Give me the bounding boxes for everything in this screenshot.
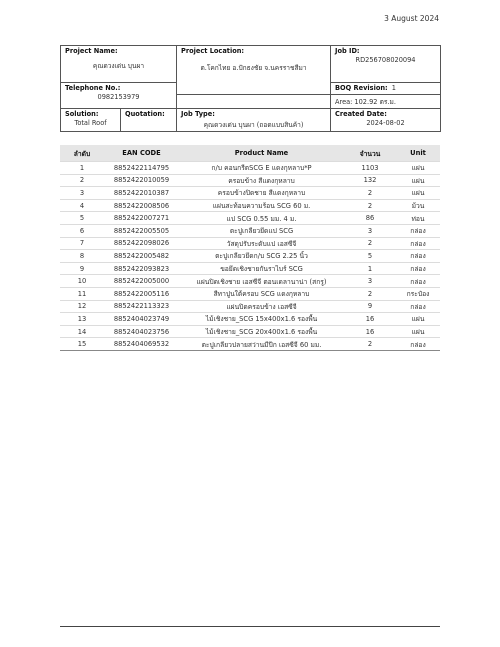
cell-unit: กล่อง (396, 250, 440, 263)
cell-ean: 8852422008506 (104, 199, 179, 212)
cell-unit: ท่อน (396, 212, 440, 225)
cell-ean: 8852422114795 (104, 162, 179, 175)
col-header-product: Product Name (179, 145, 344, 162)
cell-product: สีทาปูนใต้ครอบ SCG แดงกุหลาบ (179, 287, 344, 300)
cell-unit: แผ่น (396, 174, 440, 187)
cell-product: ครอบข้างปิดชาย สีแดงกุหลาบ (179, 187, 344, 200)
cell-product: ไม้เชิงชาย_SCG 20x400x1.6 รองพื้น (179, 325, 344, 338)
table-row (60, 199, 440, 212)
project-name-label: Project Name: (65, 47, 118, 55)
cell-qty: 2 (344, 338, 396, 351)
area-label: Area: (335, 98, 353, 106)
table-row (60, 300, 440, 313)
table-row (60, 162, 440, 175)
created-date-label: Created Date: (335, 110, 387, 118)
telephone-value: 0982153979 (97, 93, 140, 101)
area-cell (331, 95, 441, 109)
table-row (60, 224, 440, 237)
solution-cell (61, 109, 121, 132)
cell-product: วัสดุปรับระดับแป เอสซีจี (179, 237, 344, 250)
cell-ean: 8852422005505 (104, 224, 179, 237)
table-row (60, 212, 440, 225)
cell-ean: 8852404023756 (104, 325, 179, 338)
cell-unit: กล่อง (396, 275, 440, 288)
cell-unit: กล่อง (396, 262, 440, 275)
cell-product: ไม้เชิงชาย_SCG 15x400x1.6 รองพื้น (179, 313, 344, 326)
table-row (60, 338, 440, 351)
cell-qty: 1 (344, 262, 396, 275)
quotation-cell (121, 109, 177, 132)
project-location-cell (177, 46, 331, 95)
telephone-label: Telephone No.: (65, 84, 121, 92)
cell-qty: 5 (344, 250, 396, 263)
cell-unit: กล่อง (396, 338, 440, 351)
table-row (60, 174, 440, 187)
cell-qty: 2 (344, 199, 396, 212)
cell-seq: 5 (60, 212, 104, 225)
created-date-value: 2024-08-02 (366, 119, 405, 127)
footer-divider (60, 626, 440, 627)
boq-revision-label: BOQ Revision: (335, 84, 388, 92)
job-type-label: Job Type: (181, 110, 215, 118)
job-id-value: RD256708020094 (355, 56, 416, 64)
cell-ean: 8852422007271 (104, 212, 179, 225)
boq-items-table (60, 145, 440, 351)
cell-qty: 1103 (344, 162, 396, 175)
cell-product: แผ่นปิดครอบข้าง เอสซีจี (179, 300, 344, 313)
cell-qty: 3 (344, 224, 396, 237)
cell-qty: 9 (344, 300, 396, 313)
table-row (60, 250, 440, 263)
cell-product: ครอบข้าง สีแดงกุหลาบ (179, 174, 344, 187)
project-name-cell (61, 46, 177, 83)
table-header-row (60, 145, 440, 162)
job-id-cell (331, 46, 441, 83)
job-id-label: Job ID: (335, 47, 360, 55)
boq-revision-value: 1 (391, 84, 396, 92)
cell-product: ก/บ คอนกรีตSCG E แดงกุหลาบ*P (179, 162, 344, 175)
cell-product: แผ่นสะท้อนความร้อน SCG 60 ม. (179, 199, 344, 212)
job-type-cell (177, 109, 331, 132)
solution-label: Solution: (65, 110, 99, 118)
cell-ean: 8852422005000 (104, 275, 179, 288)
created-date-cell (331, 109, 441, 132)
cell-unit: แผ่น (396, 313, 440, 326)
cell-seq: 12 (60, 300, 104, 313)
cell-ean: 8852422093823 (104, 262, 179, 275)
cell-qty: 2 (344, 237, 396, 250)
cell-seq: 7 (60, 237, 104, 250)
cell-product: แป SCG 0.55 มม. 4 ม. (179, 212, 344, 225)
table-row (60, 325, 440, 338)
boq-revision-cell (331, 83, 441, 95)
cell-seq: 2 (60, 174, 104, 187)
col-header-unit: Unit (396, 145, 440, 162)
cell-seq: 15 (60, 338, 104, 351)
cell-seq: 10 (60, 275, 104, 288)
cell-product: ตะปูเกลียวปลายสว่านมีปีก เอสซีจี 60 มม. (179, 338, 344, 351)
cell-seq: 8 (60, 250, 104, 263)
print-date: 3 August 2024 (384, 14, 439, 23)
cell-qty: 132 (344, 174, 396, 187)
cell-qty: 2 (344, 287, 396, 300)
telephone-cell (61, 83, 177, 109)
cell-qty: 3 (344, 275, 396, 288)
project-name-value: คุณดวงเด่น บุนผา (92, 62, 145, 70)
cell-seq: 14 (60, 325, 104, 338)
cell-ean: 8852422005482 (104, 250, 179, 263)
cell-ean: 8852422098026 (104, 237, 179, 250)
table-row (60, 313, 440, 326)
job-type-value: คุณดวงเด่น บุนผา (ถอดแบบสินค้า) (203, 121, 304, 129)
table-row (60, 275, 440, 288)
table-row (60, 237, 440, 250)
solution-value: Total Roof (74, 119, 107, 127)
cell-product: ตะปูเกลียวยึดแป SCG (179, 224, 344, 237)
cell-seq: 1 (60, 162, 104, 175)
cell-seq: 4 (60, 199, 104, 212)
project-location-label: Project Location: (181, 47, 245, 55)
project-info-table (60, 45, 441, 132)
cell-ean: 8852422005116 (104, 287, 179, 300)
cell-unit: กระป๋อง (396, 287, 440, 300)
col-header-seq: ลำดับ (60, 145, 104, 162)
col-header-ean: EAN CODE (104, 145, 179, 162)
table-row (60, 187, 440, 200)
cell-ean: 8852404023749 (104, 313, 179, 326)
col-header-qty: จำนวน (344, 145, 396, 162)
cell-qty: 16 (344, 313, 396, 326)
cell-qty: 2 (344, 187, 396, 200)
cell-product: ตะปูเกลียวยึดก/บ SCG 2.25 นิ้ว (179, 250, 344, 263)
cell-seq: 3 (60, 187, 104, 200)
project-location-value: ต.โคกไทย อ.ปักธงชัย จ.นครราชสีมา (200, 64, 307, 72)
cell-seq: 9 (60, 262, 104, 275)
cell-unit: ม้วน (396, 199, 440, 212)
cell-seq: 11 (60, 287, 104, 300)
cell-ean: 8852422113323 (104, 300, 179, 313)
cell-product: ขอยึดเชิงชายกันราไบร์ SCG (179, 262, 344, 275)
cell-unit: กล่อง (396, 224, 440, 237)
quotation-label: Quotation: (125, 110, 165, 118)
cell-unit: กล่อง (396, 237, 440, 250)
area-value: 102.92 ตร.ม. (354, 98, 396, 106)
cell-ean: 8852422010387 (104, 187, 179, 200)
cell-product: แผ่นปิดเชิงชาย เอสซีจี ตอนเดลานาน่า (สกรู) (179, 275, 344, 288)
cell-qty: 16 (344, 325, 396, 338)
cell-ean: 8852422010059 (104, 174, 179, 187)
table-body (60, 162, 440, 351)
cell-unit: แผ่น (396, 325, 440, 338)
cell-unit: กล่อง (396, 300, 440, 313)
cell-seq: 6 (60, 224, 104, 237)
cell-qty: 86 (344, 212, 396, 225)
cell-unit: แผ่น (396, 162, 440, 175)
table-row (60, 287, 440, 300)
cell-seq: 13 (60, 313, 104, 326)
table-row (60, 262, 440, 275)
cell-unit: แผ่น (396, 187, 440, 200)
location-spacer (177, 95, 331, 109)
cell-ean: 8852404069532 (104, 338, 179, 351)
